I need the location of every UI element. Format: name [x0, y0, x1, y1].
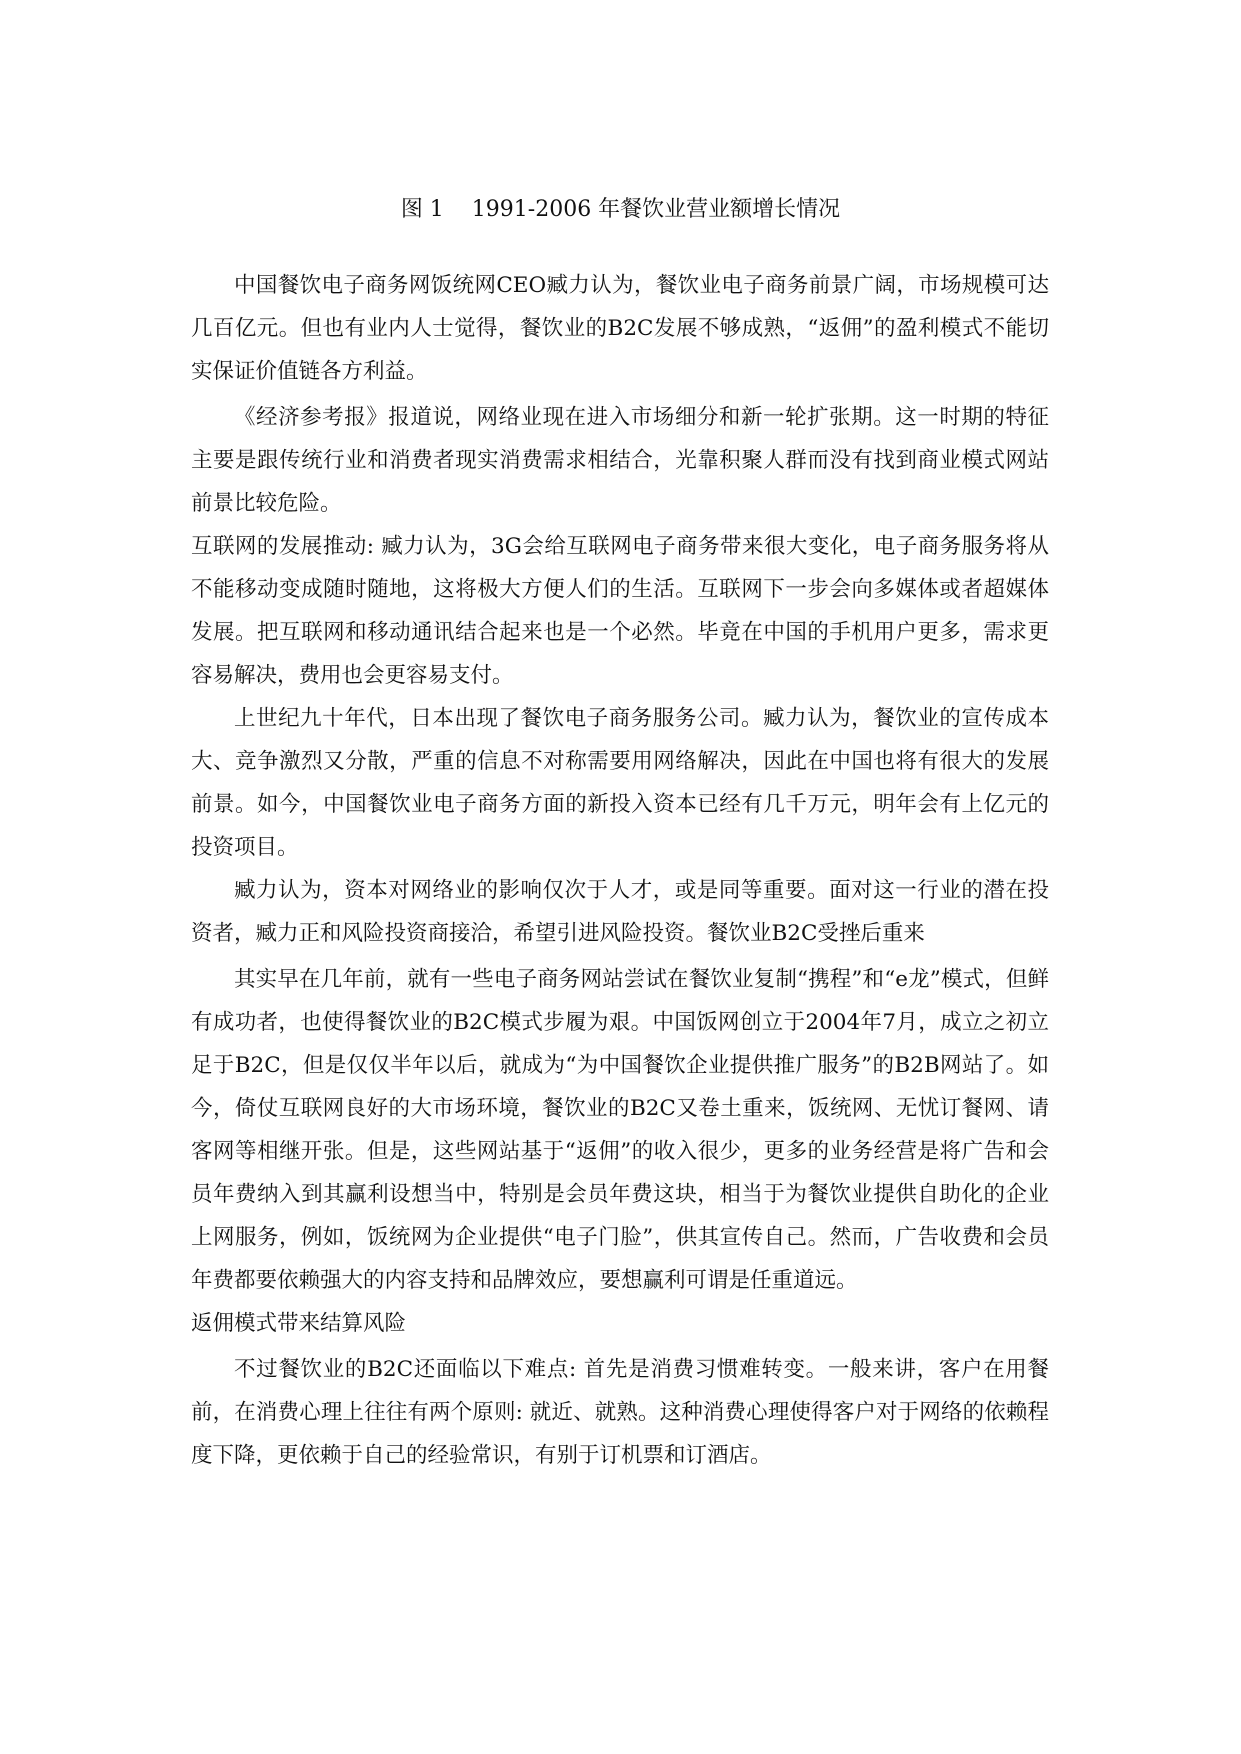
section-heading-commission-risk: 返佣模式带来结算风险: [191, 1311, 407, 1336]
figure-caption: 图 1 1991-2006 年餐饮业营业额增长情况: [400, 197, 841, 222]
article-body: [191, 264, 1049, 1477]
paragraph-japan-ecommerce: 上世纪九十年代，日本出现了餐饮电子商务服务公司。臧力认为，餐饮业的宣传成本大、竞争激烈又分散，严重的信息不对称需要用网络解决，因此在中国也将有很大的发展前景。如今，中国餐饮业电子商务方面的新投入资本已经有几千万元，明年会有上亿元的投资项目。: [191, 706, 1049, 860]
paragraph-internet-development: 互联网的发展推动: 臧力认为，3G会给互联网电子商务带来很大变化，电子商务服务将从不能移动变成随时随地，这将极大方便人们的生活。互联网下一步会向多媒体或者超媒体发展。把互联网和移动通讯结合起来也是一个必然。毕竟在中国的手机用户更多，需求更容易解决，费用也会更容易支付。: [191, 534, 1049, 688]
paragraph-capital-investment: 臧力认为，资本对网络业的影响仅次于人才，或是同等重要。面对这一行业的潜在投资者，臧力正和风险投资商接洽，希望引进风险投资。餐饮业B2C受挫后重来: [191, 878, 1049, 946]
paragraph-b2c-history: 其实早在几年前，就有一些电子商务网站尝试在餐饮业复制“携程”和“e龙”模式，但鲜有成功者，也使得餐饮业的B2C模式步履为艰。中国饭网创立于2004年7月，成立之初立足于B2C，但是仅仅半年以后，就成为“为中国餐饮企业提供推广服务”的B2B网站了。如今，倚仗互联网良好的大市场环境，餐饮业的B2C又卷土重来，饭统网、无忧订餐网、请客网等相继开张。但是，这些网站基于“返佣”的收入很少，更多的业务经营是将广告和会员年费纳入到其赢利设想当中，特别是会员年费这块，相当于为餐饮业提供自助化的企业上网服务，例如，饭统网为企业提供“电子门脸”，供其宣传自己。然而，广告收费和会员年费都要依赖强大的内容支持和品牌效应，要想赢利可谓是任重道远。: [191, 967, 1049, 1293]
paragraph-economic-reference: 《经济参考报》报道说，网络业现在进入市场细分和新一轮扩张期。这一时期的特征主要是跟传统行业和消费者现实消费需求相结合，光靠积聚人群而没有找到商业模式网站前景比较危险。: [191, 405, 1049, 516]
paragraph-ceo-outlook: 中国餐饮电子商务网饭统网CEO臧力认为，餐饮业电子商务前景广阔，市场规模可达几百亿元。但也有业内人士觉得，餐饮业的B2C发展不够成熟，“返佣”的盈利模式不能切实保证价值链各方利益。: [191, 273, 1049, 384]
paragraph-b2c-difficulties: 不过餐饮业的B2C还面临以下难点: 首先是消费习惯难转变。一般来讲，客户在用餐前，在消费心理上往往有两个原则: 就近、就熟。这种消费心理使得客户对于网络的依赖程度下降，更依赖于自己的经验常识，有别于订机票和订酒店。: [191, 1357, 1049, 1468]
